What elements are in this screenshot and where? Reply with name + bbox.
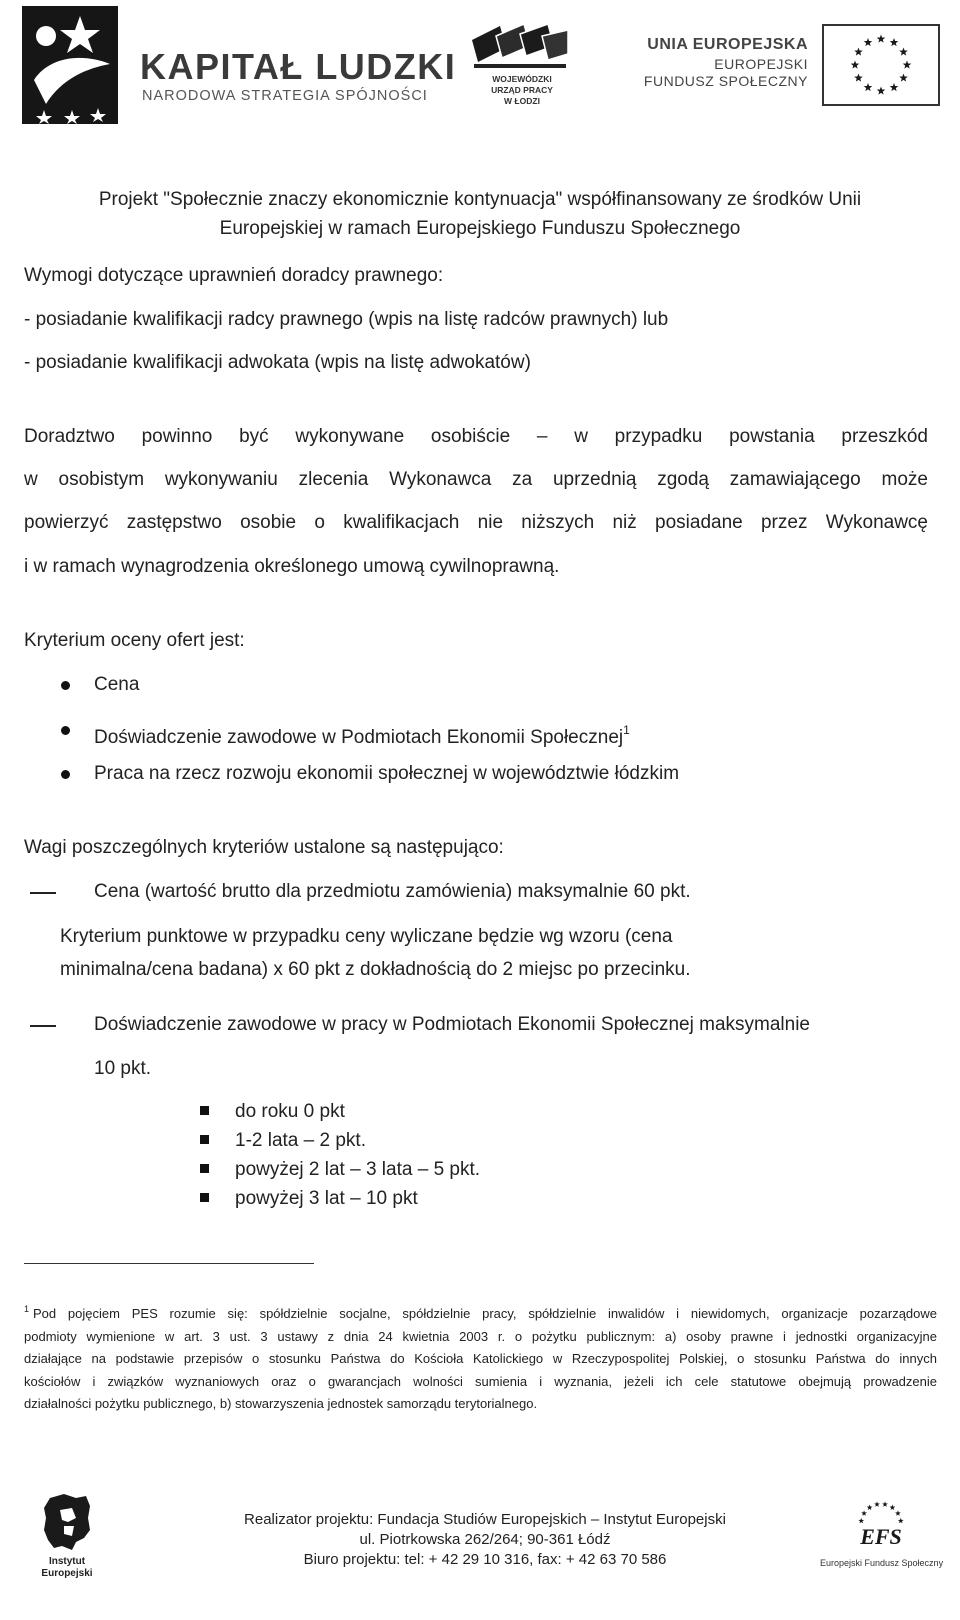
star-icon — [890, 1505, 896, 1510]
experience-scale-item: do roku 0 pkt — [235, 1101, 345, 1122]
footnote-text: Pod pojęciem PES rozumie się: spółdzielnie socjalne, spółdzielnie pracy, spółdzielnie inwalidów i niewidomych, organizacje pozarządowe — [33, 1306, 937, 1321]
ue-caption — [644, 36, 808, 89]
square-bullet-icon — [200, 1106, 209, 1115]
efs-caption: Europejski Fundusz Społeczny — [820, 1558, 944, 1568]
footer-line: ul. Piotrkowska 262/264; 90-361 Łódź — [359, 1531, 611, 1548]
footer-line: Biuro projektu: tel: + 42 29 10 316, fax: + 42 63 70 586 — [303, 1551, 667, 1568]
weights-heading: Wagi poszczególnych kryteriów ustalone są następująco: — [24, 837, 504, 858]
instytut-line: Instytut — [48, 1556, 86, 1567]
footnote-line — [24, 1298, 937, 1326]
wup-line: WOJEWÓDZKI — [492, 74, 552, 84]
star-icon — [895, 1510, 901, 1515]
ue-line-3: FUNDUSZ SPOŁECZNY — [643, 73, 808, 89]
instytut-europejski-logo — [36, 1492, 98, 1620]
weight-item-experience: Doświadczenie zawodowe w pracy w Podmiotach Ekonomii Społecznej maksymalnie — [94, 1014, 810, 1035]
efs-emblem-icon — [846, 1500, 916, 1550]
footnote-line: kościołów i związków wyznaniowych oraz o gwarancjach wolności sumienia i wyznania, jeżeli ich cele statutowe obejmują prowadzenie — [24, 1373, 937, 1389]
price-formula-line: Kryterium punktowe w przypadku ceny wyliczane będzie wg wzoru (cena — [60, 926, 673, 947]
square-bullet-icon — [200, 1193, 209, 1202]
star-icon — [898, 1518, 904, 1523]
project-header-line: Projekt "Społecznie znaczy ekonomicznie kontynuacja" współfinansowany ze środków Unii — [98, 189, 862, 210]
kapital-ludzki-logo — [22, 6, 457, 124]
bullet-icon — [61, 681, 70, 690]
experience-scale-item: powyżej 3 lat – 10 pkt — [235, 1188, 418, 1209]
dash-icon — [30, 892, 56, 894]
ue-efs-logo — [643, 24, 940, 108]
advisory-line: Doradztwo powinno być wykonywane osobiście – w przypadku powstania przeszkód — [24, 426, 928, 447]
bullet-icon — [61, 770, 70, 779]
ue-line-1: UNIA EUROPEJSKA — [647, 36, 808, 53]
instytut-caption — [36, 1556, 98, 1580]
advisory-line: i w ramach wynagrodzenia określonego umową cywilnoprawną. — [24, 556, 560, 577]
star-icon — [867, 1505, 873, 1510]
footnote-line: działalności pożytku publicznego, b) stowarzyszenia jednostek samorządu terytorialnego. — [24, 1396, 538, 1411]
kapital-ludzki-title: KAPITAŁ LUDZKI — [140, 46, 457, 87]
price-formula-line: minimalna/cena badana) x 60 pkt z dokładnością do 2 miejsc po przecinku. — [60, 959, 691, 980]
footnote-line: działające na podstawie przepisów o stosunku Państwa do Kościoła Katolickiego w Rzeczypospolitej Polskiej, o stosunku Państwa do innych — [24, 1351, 937, 1366]
footnote-line: podmioty wymienione w art. 3 ust. 3 ustawy z dnia 24 kwietnia 2003 r. o pożytku publicznym: a) osoby prawne i jednostki organizacyjne — [24, 1328, 937, 1344]
wup-caption — [462, 74, 582, 107]
criteria-item — [94, 718, 630, 750]
eu-flag-icon — [822, 24, 940, 106]
footnote-reference[interactable]: 1 — [623, 723, 630, 737]
square-bullet-icon — [200, 1164, 209, 1173]
wup-line: W ŁODZI — [504, 96, 540, 106]
project-header — [0, 185, 960, 243]
experience-scale-item: powyżej 2 lat – 3 lata – 5 pkt. — [235, 1159, 481, 1180]
bullet-icon — [61, 726, 70, 735]
project-header-line: Europejskiej w ramach Europejskiego Funduszu Społecznego — [219, 218, 741, 239]
star-icon — [882, 1501, 888, 1506]
advisory-line: powierzyć zastępstwo osobie o kwalifikacjach nie niższych niż posiadane przez Wykonawcę — [24, 512, 928, 533]
dash-icon — [30, 1025, 56, 1027]
criteria-item: Cena — [94, 674, 140, 695]
kapital-ludzki-subtitle: NARODOWA STRATEGIA SPÓJNOŚCI — [142, 88, 428, 104]
kapital-ludzki-emblem-icon — [22, 6, 118, 124]
footnote — [24, 1298, 937, 1416]
requirement-item: - posiadanie kwalifikacji radcy prawnego (wpis na listę radców prawnych) lub — [24, 309, 669, 330]
wup-emblem-icon — [470, 22, 570, 72]
experience-scale-item: 1-2 lata – 2 pkt. — [235, 1130, 366, 1151]
efs-logo — [820, 1500, 944, 1620]
footnote-number: 1 — [24, 1304, 30, 1314]
footer-contact — [190, 1510, 780, 1570]
requirement-item: - posiadanie kwalifikacji adwokata (wpis na listę adwokatów) — [24, 352, 531, 373]
star-icon — [858, 1518, 864, 1523]
star-icon — [874, 1501, 880, 1506]
instytut-line: Europejski — [41, 1568, 93, 1579]
wup-logo — [462, 22, 582, 110]
criteria-heading: Kryterium oceny ofert jest: — [24, 630, 245, 651]
footnote-separator — [24, 1263, 314, 1264]
criteria-item-text: Doświadczenie zawodowe w Podmiotach Ekonomii Społecznej — [94, 727, 624, 748]
star-icon — [861, 1510, 867, 1515]
criteria-item: Praca na rzecz rozwoju ekonomii społecznej w województwie łódzkim — [94, 763, 680, 784]
svg-text:EFS: EFS — [860, 1524, 902, 1549]
footer-line: Realizator projektu: Fundacja Studiów Europejskich – Instytut Europejski — [244, 1511, 726, 1528]
advisory-line: w osobistym wykonywaniu zlecenia Wykonawca za uprzednią zgodą zamawiającego może — [24, 469, 928, 490]
poland-map-icon — [42, 1492, 92, 1552]
requirements-heading: Wymogi dotyczące uprawnień doradcy prawnego: — [24, 265, 444, 286]
weight-item-price: Cena (wartość brutto dla przedmiotu zamówienia) maksymalnie 60 pkt. — [94, 881, 691, 902]
wup-line: URZĄD PRACY — [491, 85, 553, 95]
square-bullet-icon — [200, 1135, 209, 1144]
weight-item-experience-cont: 10 pkt. — [94, 1058, 152, 1079]
ue-line-2: EUROPEJSKI — [714, 56, 808, 72]
